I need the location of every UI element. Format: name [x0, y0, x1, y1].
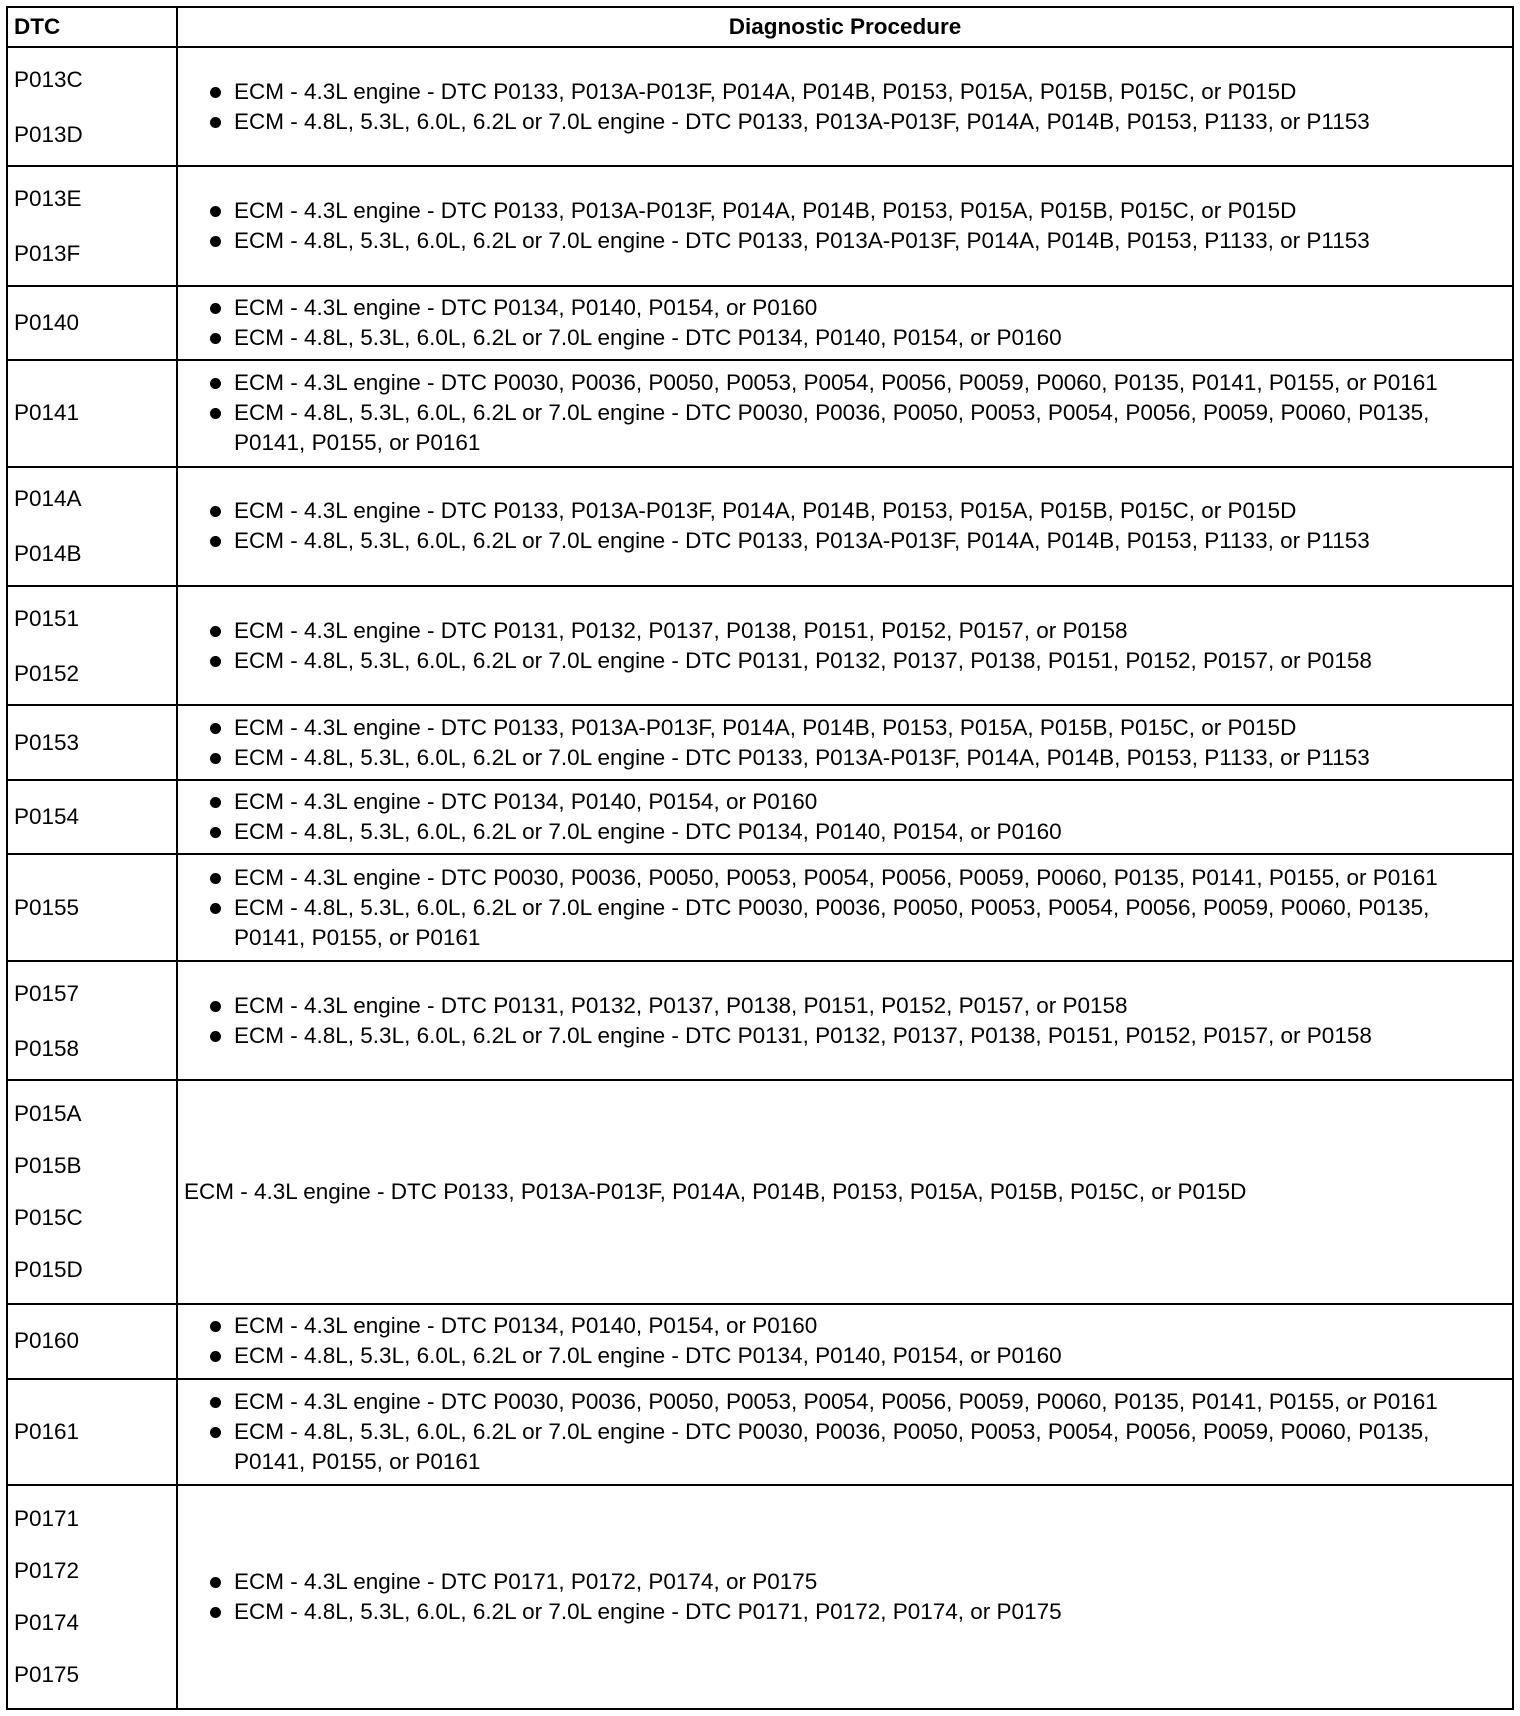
dtc-code: P014A: [14, 486, 82, 512]
procedure-item: ECM - 4.8L, 5.3L, 6.0L, 6.2L or 7.0L engine - DTC P0030, P0036, P0050, P0053, P0054, P0056, P0059, P0060, P0135, P0141, P0155, or P0161: [184, 893, 1504, 953]
procedure-item: ECM - 4.3L engine - DTC P0133, P013A-P013F, P014A, P014B, P0153, P015A, P015B, P015C, or P015D: [184, 196, 1504, 226]
dtc-code: P013D: [14, 121, 83, 147]
table-header-row: [7, 7, 1513, 47]
procedure-item: ECM - 4.8L, 5.3L, 6.0L, 6.2L or 7.0L engine - DTC P0131, P0132, P0137, P0138, P0151, P0152, P0157, or P0158: [184, 646, 1504, 676]
dtc-code: P0172: [14, 1558, 80, 1584]
dtc-cell: [7, 47, 177, 166]
table-row: [7, 360, 1513, 467]
table-row: [7, 1485, 1513, 1709]
procedure-cell: [177, 1080, 1513, 1304]
dtc-cell: [7, 1304, 177, 1379]
procedure-item: ECM - 4.3L engine - DTC P0134, P0140, P0154, or P0160: [184, 293, 1504, 323]
dtc-code: P015B: [14, 1153, 82, 1179]
procedure-column-header: Diagnostic Procedure: [177, 7, 1513, 47]
procedure-item: ECM - 4.3L engine - DTC P0134, P0140, P0154, or P0160: [184, 1311, 1504, 1341]
dtc-cell: [7, 286, 177, 361]
table-row: [7, 586, 1513, 705]
table-row: [7, 1304, 1513, 1379]
dtc-code: P0153: [14, 729, 80, 755]
dtc-code: P0155: [14, 894, 80, 920]
procedure-cell: [177, 360, 1513, 467]
table-row: [7, 166, 1513, 285]
dtc-cell: [7, 1379, 177, 1486]
dtc-code: P013F: [14, 240, 81, 266]
dtc-cell: [7, 780, 177, 855]
dtc-procedure-table: [6, 6, 1514, 1710]
procedure-item: ECM - 4.8L, 5.3L, 6.0L, 6.2L or 7.0L engine - DTC P0171, P0172, P0174, or P0175: [184, 1597, 1504, 1627]
procedure-cell: [177, 1485, 1513, 1709]
procedure-list: [184, 991, 1504, 1051]
procedure-cell: [177, 467, 1513, 586]
table-row: [7, 854, 1513, 961]
table-row: [7, 1080, 1513, 1304]
procedure-item: ECM - 4.8L, 5.3L, 6.0L, 6.2L or 7.0L engine - DTC P0133, P013A-P013F, P014A, P014B, P0153, P1133, or P1153: [184, 743, 1504, 773]
dtc-cell: [7, 854, 177, 961]
dtc-code: P0175: [14, 1662, 80, 1688]
dtc-code: P0140: [14, 309, 80, 335]
procedure-list: [184, 77, 1504, 137]
procedure-list: [184, 368, 1504, 458]
procedure-item: ECM - 4.3L engine - DTC P0133, P013A-P013F, P014A, P014B, P0153, P015A, P015B, P015C, or P015D: [184, 77, 1504, 107]
procedure-cell: [177, 854, 1513, 961]
dtc-code: P0174: [14, 1610, 80, 1636]
procedure-item: ECM - 4.3L engine - DTC P0133, P013A-P013F, P014A, P014B, P0153, P015A, P015B, P015C, or P015D: [184, 713, 1504, 743]
dtc-code: P015A: [14, 1101, 82, 1127]
dtc-code: P0161: [14, 1418, 80, 1444]
procedure-list: [184, 196, 1504, 256]
procedure-cell: [177, 47, 1513, 166]
procedure-cell: [177, 780, 1513, 855]
table-row: [7, 961, 1513, 1080]
dtc-code: P0152: [14, 660, 80, 686]
procedure-item: ECM - 4.8L, 5.3L, 6.0L, 6.2L or 7.0L engine - DTC P0133, P013A-P013F, P014A, P014B, P0153, P1133, or P1153: [184, 107, 1504, 137]
table-row: [7, 780, 1513, 855]
dtc-cell: [7, 586, 177, 705]
procedure-item: ECM - 4.3L engine - DTC P0171, P0172, P0174, or P0175: [184, 1567, 1504, 1597]
procedure-list: [184, 1311, 1504, 1371]
procedure-cell: [177, 1304, 1513, 1379]
procedure-item: ECM - 4.8L, 5.3L, 6.0L, 6.2L or 7.0L engine - DTC P0030, P0036, P0050, P0053, P0054, P0056, P0059, P0060, P0135, P0141, P0155, or P0161: [184, 398, 1504, 458]
dtc-cell: [7, 1080, 177, 1304]
procedure-list: [184, 713, 1504, 773]
procedure-cell: [177, 586, 1513, 705]
dtc-cell: [7, 360, 177, 467]
procedure-item: ECM - 4.8L, 5.3L, 6.0L, 6.2L or 7.0L engine - DTC P0134, P0140, P0154, or P0160: [184, 1341, 1504, 1371]
procedure-item: ECM - 4.8L, 5.3L, 6.0L, 6.2L or 7.0L engine - DTC P0134, P0140, P0154, or P0160: [184, 817, 1504, 847]
dtc-code: P0154: [14, 804, 80, 830]
dtc-cell: [7, 467, 177, 586]
table-row: [7, 286, 1513, 361]
procedure-cell: [177, 705, 1513, 780]
procedure-item: ECM - 4.3L engine - DTC P0133, P013A-P013F, P014A, P014B, P0153, P015A, P015B, P015C, or P015D: [184, 496, 1504, 526]
dtc-code: P0171: [14, 1506, 80, 1532]
dtc-cell: [7, 705, 177, 780]
procedure-cell: [177, 286, 1513, 361]
procedure-item: ECM - 4.3L engine - DTC P0030, P0036, P0050, P0053, P0054, P0056, P0059, P0060, P0135, P0141, P0155, or P0161: [184, 1387, 1504, 1417]
procedure-list: [184, 616, 1504, 676]
procedure-cell: [177, 166, 1513, 285]
procedure-item: ECM - 4.3L engine - DTC P0131, P0132, P0137, P0138, P0151, P0152, P0157, or P0158: [184, 616, 1504, 646]
procedure-cell: [177, 1379, 1513, 1486]
procedure-item: ECM - 4.8L, 5.3L, 6.0L, 6.2L or 7.0L engine - DTC P0030, P0036, P0050, P0053, P0054, P0056, P0059, P0060, P0135, P0141, P0155, or P0161: [184, 1417, 1504, 1477]
procedure-list: [184, 863, 1504, 953]
table-body: [7, 47, 1513, 1709]
procedure-item: ECM - 4.8L, 5.3L, 6.0L, 6.2L or 7.0L engine - DTC P0134, P0140, P0154, or P0160: [184, 323, 1504, 353]
procedure-list: [184, 1567, 1504, 1627]
table-row: [7, 47, 1513, 166]
procedure-list: [184, 1387, 1504, 1477]
procedure-item: ECM - 4.8L, 5.3L, 6.0L, 6.2L or 7.0L engine - DTC P0133, P013A-P013F, P014A, P014B, P0153, P1133, or P1153: [184, 226, 1504, 256]
dtc-cell: [7, 961, 177, 1080]
dtc-code: P0151: [14, 605, 80, 631]
table-row: [7, 705, 1513, 780]
dtc-code: P015C: [14, 1205, 83, 1231]
procedure-list: [184, 787, 1504, 847]
procedure-item: ECM - 4.3L engine - DTC P0131, P0132, P0137, P0138, P0151, P0152, P0157, or P0158: [184, 991, 1504, 1021]
table-row: [7, 1379, 1513, 1486]
procedure-item: ECM - 4.8L, 5.3L, 6.0L, 6.2L or 7.0L engine - DTC P0133, P013A-P013F, P014A, P014B, P0153, P1133, or P1153: [184, 526, 1504, 556]
dtc-code: P0160: [14, 1328, 80, 1354]
procedure-list: [184, 293, 1504, 353]
dtc-code: P013E: [14, 185, 82, 211]
dtc-code: P0158: [14, 1035, 80, 1061]
dtc-column-header: DTC: [7, 7, 177, 47]
dtc-code: P0141: [14, 400, 80, 426]
dtc-cell: [7, 1485, 177, 1709]
dtc-code: P0157: [14, 980, 80, 1006]
dtc-cell: [7, 166, 177, 285]
dtc-code: P013C: [14, 66, 83, 92]
procedure-item: ECM - 4.8L, 5.3L, 6.0L, 6.2L or 7.0L engine - DTC P0131, P0132, P0137, P0138, P0151, P0152, P0157, or P0158: [184, 1021, 1504, 1051]
procedure-item: ECM - 4.3L engine - DTC P0030, P0036, P0050, P0053, P0054, P0056, P0059, P0060, P0135, P0141, P0155, or P0161: [184, 863, 1504, 893]
table-row: [7, 467, 1513, 586]
dtc-code: P014B: [14, 541, 82, 567]
procedure-text: ECM - 4.3L engine - DTC P0133, P013A-P013F, P014A, P014B, P0153, P015A, P015B, P015C, or P015D: [184, 1179, 1247, 1205]
procedure-list: [184, 496, 1504, 556]
procedure-cell: [177, 961, 1513, 1080]
procedure-item: ECM - 4.3L engine - DTC P0030, P0036, P0050, P0053, P0054, P0056, P0059, P0060, P0135, P0141, P0155, or P0161: [184, 368, 1504, 398]
procedure-item: ECM - 4.3L engine - DTC P0134, P0140, P0154, or P0160: [184, 787, 1504, 817]
dtc-code: P015D: [14, 1257, 83, 1283]
